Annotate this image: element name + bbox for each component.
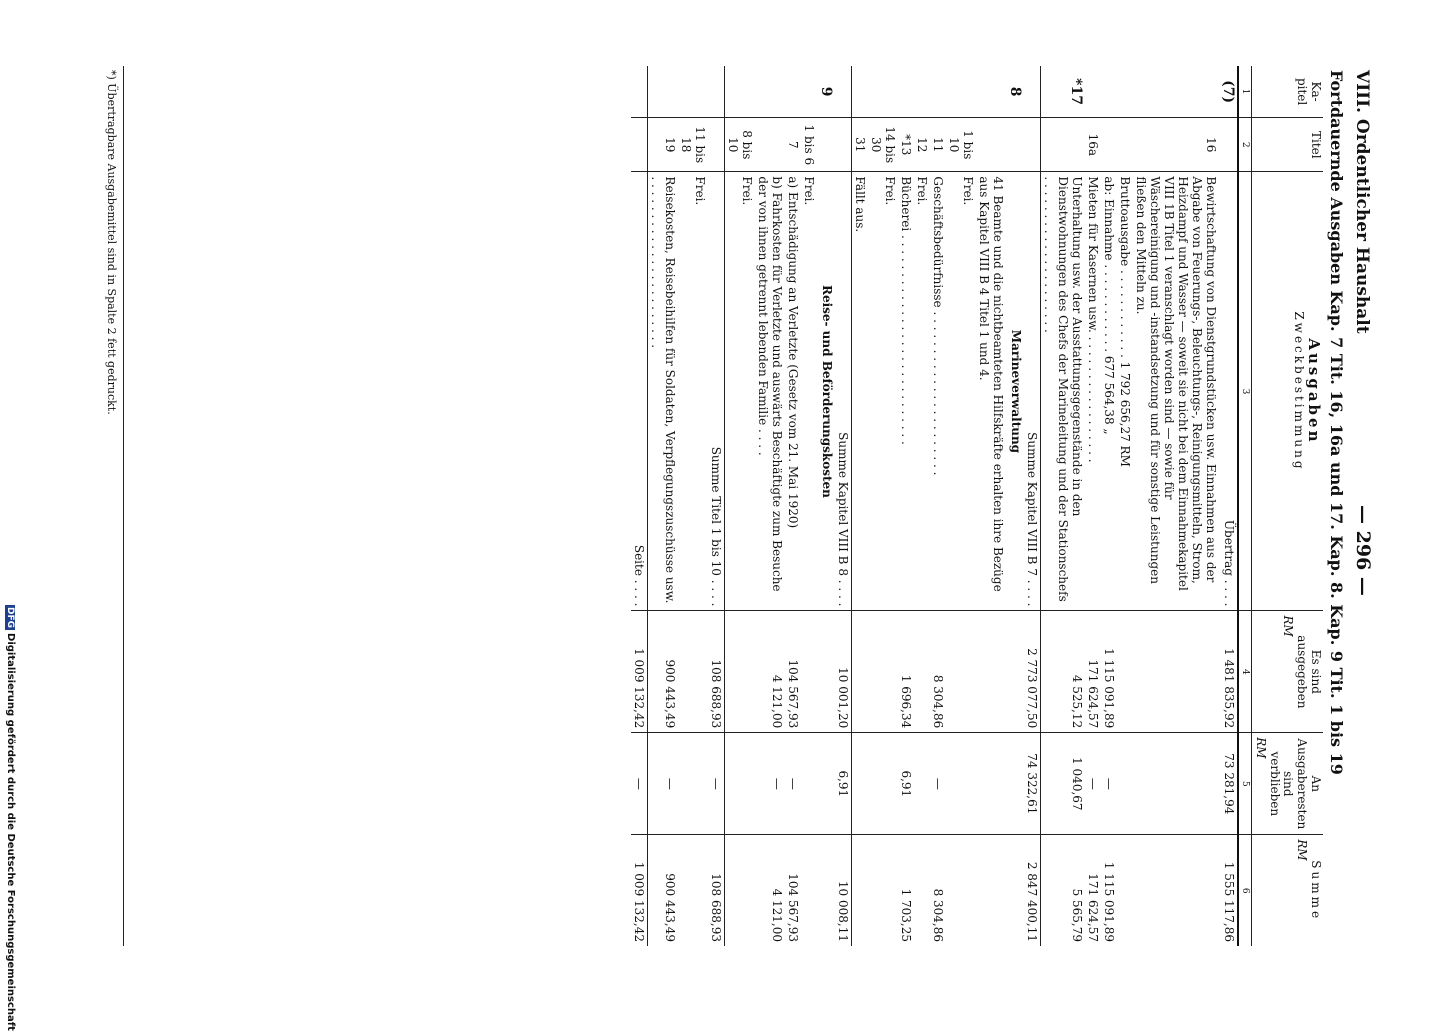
row-titel: [1041, 118, 1086, 172]
expense-table: [631, 66, 1323, 946]
row-resten: 73 281,94: [1219, 733, 1238, 835]
dfg-logo: DFG: [5, 607, 15, 629]
header-summe-label: Summe: [1309, 860, 1323, 922]
section-subtitle: Fortdauernde Ausgaben Kap. 7 Tit. 16, 16a und 17. Kap. 8. Kap. 9 Tit. 1 bis 19: [1327, 70, 1346, 775]
colnum-2: 2: [1238, 118, 1252, 172]
table-row: [1085, 66, 1101, 946]
row-summe: [852, 835, 869, 946]
table-row: [914, 66, 930, 946]
row-summe: 4 121,00: [770, 888, 785, 942]
row-ausgegeben: [801, 611, 817, 733]
row-ausgegeben: [852, 611, 869, 733]
table-row: [946, 66, 976, 946]
row-resten: [1117, 733, 1133, 835]
row-kapitel: [801, 66, 817, 118]
row-titel: [835, 118, 852, 172]
row-resten: —: [1085, 733, 1101, 835]
row-titel: 31: [852, 118, 869, 172]
row-kapitel: [946, 66, 976, 118]
row-kapitel: [678, 66, 708, 118]
row-kapitel: 8: [1006, 66, 1024, 118]
row-titel: 16: [1133, 118, 1219, 172]
header-ausgegeben-label: Es sind ausgegeben: [1295, 635, 1323, 709]
header-ausgaben: Ausgaben: [1305, 338, 1323, 445]
row-resten: 1 040,67: [1041, 733, 1086, 835]
row-zweck: Seite . . . .: [631, 172, 648, 611]
row-kapitel: [930, 66, 946, 118]
row-ausgegeben: 108 688,93: [708, 611, 725, 733]
table-row: [976, 66, 1006, 946]
row-resten: —: [755, 733, 785, 835]
table-header-row: [1252, 66, 1323, 946]
table-row: [755, 66, 785, 946]
row-titel: [755, 118, 785, 172]
row-titel: 14 bis 30: [868, 118, 898, 172]
row-summe: [976, 835, 1006, 946]
row-zweck: Frei.: [801, 172, 817, 611]
table-row: [1006, 66, 1024, 946]
row-resten: 6,91: [898, 733, 914, 835]
row-titel: [1117, 118, 1133, 172]
row-titel: 19: [648, 118, 679, 172]
row-kapitel: [648, 66, 679, 118]
row-zweck: Übertrag . . . .: [1219, 172, 1238, 611]
row-titel: [1006, 118, 1024, 172]
table-row: [648, 66, 679, 946]
header-titel: [1252, 118, 1323, 172]
row-summe: [801, 835, 817, 946]
row-zweck: Summe Titel 1 bis 10 . . . .: [708, 172, 725, 611]
table-row: [678, 66, 708, 946]
row-summe: 1 009 132,42: [631, 835, 648, 946]
row-zweck: Unterhaltung usw. der Ausstattungsgegenstände in den Dienstwohnungen des Chefs der Marineleitung und der Stationschefs . . . . . . . . . . . . . . . . . . . . .: [1041, 172, 1086, 611]
table-row: [817, 66, 835, 946]
row-summe: 10 008,11: [835, 835, 852, 946]
row-titel: *13: [898, 118, 914, 172]
row-zweck: Reise- und Beförderungskosten: [817, 172, 835, 611]
row-kapitel: [1024, 66, 1041, 118]
row-titel: 1 bis 10: [946, 118, 976, 172]
row-summe: 104 567,93: [786, 873, 801, 942]
row-kapitel: [708, 66, 725, 118]
row-summe: [1117, 835, 1133, 946]
row-summe: 1 555 117,86: [1222, 861, 1237, 942]
table-row: [1101, 66, 1117, 946]
row-zweck: Frei.: [946, 172, 976, 611]
unit-rm-4: RM: [1281, 615, 1296, 637]
header-summe: [1252, 835, 1323, 946]
row-zweck: 41 Beamte und die nichtbeamteten Hilfskräfte erhalten ihre Bezüge aus Kapitel VIII B 4 Titel 1 und 4.: [976, 172, 1006, 611]
row-summe: 8 304,86: [931, 888, 946, 942]
table-row: [1117, 66, 1133, 946]
row-kapitel: *17: [1041, 66, 1086, 118]
row-resten: [801, 733, 817, 835]
row-ausgegeben: [1117, 611, 1133, 733]
digitization-text: Digitalisierung gefördert durch die Deutsche Forschungsgemeinschaft: [5, 633, 16, 1031]
row-titel: 7: [785, 118, 801, 172]
row-summe: [1133, 835, 1219, 946]
row-summe: 5 565,79: [1070, 888, 1085, 942]
table-row: [898, 66, 914, 946]
footnote: *) Übertragbare Ausgabemittel sind in Spalte 2 fett gedruckt.: [105, 70, 118, 415]
row-resten: [852, 733, 869, 835]
row-kapitel: [1133, 66, 1219, 118]
row-ausgegeben: 1 009 132,42: [631, 611, 648, 733]
section-title: VIII. Ordentlicher Haushalt: [1352, 70, 1372, 334]
row-ausgegeben: 1 481 835,92: [1219, 611, 1238, 733]
row-zweck: Fällt aus.: [852, 172, 869, 611]
table-row: [631, 66, 648, 946]
row-titel: 1 bis 6: [801, 118, 817, 172]
row-ausgegeben: [1006, 611, 1024, 733]
row-summe: [1006, 835, 1024, 946]
colnum-6: 6: [1238, 835, 1252, 946]
row-titel: 11 bis 18: [678, 118, 708, 172]
table-body: [631, 66, 1238, 946]
row-kapitel: [868, 66, 898, 118]
header-titel-label: Titel: [1309, 130, 1323, 159]
row-titel: [976, 118, 1006, 172]
row-resten: —: [785, 733, 801, 835]
row-zweck: Marineverwaltung: [1006, 172, 1024, 611]
row-ausgegeben: 10 001,20: [835, 611, 852, 733]
table-row: [930, 66, 946, 946]
row-kapitel: (7): [1219, 66, 1238, 118]
row-ausgegeben: [1133, 611, 1219, 733]
colnum-1: 1: [1238, 66, 1252, 118]
row-zweck: Frei.: [914, 172, 930, 611]
table-row: [868, 66, 898, 946]
row-zweck: Bewirtschaftung von Dienstgrundstücken usw. Einnahmen aus der Abgabe von Feuerungs-, Beleuchtungs-, Reinigungsmitteln, Strom, Heizdampf und Wasser — soweit sie nicht bei dem Einnahmekapitel VIII 1B Titel 1 veranschlagt worden sind — sowie für Wäschereinigung und -instandsetzung und für sonstige Leistungen fließen den Mitteln zu.: [1133, 172, 1219, 611]
row-kapitel: [976, 66, 1006, 118]
table-row: [1133, 66, 1219, 946]
row-zweck: Bruttoausgabe . . . . . . . . . . . . 1 792 656,27 RM: [1117, 172, 1133, 611]
row-ausgegeben: [725, 611, 756, 733]
row-resten: [725, 733, 756, 835]
row-summe: [725, 835, 756, 946]
row-kapitel: [1085, 66, 1101, 118]
row-titel: [817, 118, 835, 172]
table-row: [785, 66, 801, 946]
row-summe: [868, 835, 898, 946]
row-summe: 2 847 400,11: [1024, 835, 1041, 946]
header-kapitel-label: Ka- pitel: [1295, 77, 1323, 106]
table-row: [1219, 66, 1238, 946]
row-ausgegeben: 104 567,93: [785, 611, 801, 733]
table-row: [801, 66, 817, 946]
row-resten: —: [930, 733, 946, 835]
table-row: [1024, 66, 1041, 946]
footnote-rule: [123, 66, 124, 946]
row-zweck: ab: Einnahme . . . . . . . . . . . . 677 564,38 „: [1101, 172, 1117, 611]
row-summe: 1 115 091,89: [1102, 861, 1117, 942]
header-kapitel: [1252, 66, 1323, 118]
row-zweck: Summe Kapitel VIII B 7 . . . .: [1024, 172, 1041, 611]
header-zweckbestimmung: Zweckbestimmung: [1291, 311, 1306, 472]
row-resten: [976, 733, 1006, 835]
row-resten: [1133, 733, 1219, 835]
row-titel: [1101, 118, 1117, 172]
row-titel: 12: [914, 118, 930, 172]
row-kapitel: 9: [817, 66, 835, 118]
header-zweck: [1252, 172, 1323, 611]
row-resten: 6,91: [835, 733, 852, 835]
row-zweck: Geschäftsbedürfnisse . . . . . . . . . . . . . . . . . . . . . .: [930, 172, 946, 611]
row-ausgegeben: [946, 611, 976, 733]
unit-rm-5: RM: [1253, 737, 1268, 759]
row-summe: 108 688,93: [708, 835, 725, 946]
row-kapitel: [1101, 66, 1117, 118]
row-kapitel: [725, 66, 756, 118]
row-resten: [946, 733, 976, 835]
row-titel: [708, 118, 725, 172]
row-ausgegeben: 4 525,12: [1041, 611, 1086, 733]
row-ausgegeben: 8 304,86: [930, 611, 946, 733]
row-summe: [914, 835, 930, 946]
row-zweck: Frei.: [678, 172, 708, 611]
row-resten: [817, 733, 835, 835]
row-resten: —: [631, 733, 648, 835]
row-kapitel: [631, 66, 648, 118]
row-ausgegeben: 2 773 077,50: [1024, 611, 1041, 733]
row-titel: [1024, 118, 1041, 172]
row-zweck: Frei.: [725, 172, 756, 611]
table-row: [852, 66, 869, 946]
row-kapitel: [898, 66, 914, 118]
row-ausgegeben: [914, 611, 930, 733]
table-row: [725, 66, 756, 946]
row-zweck: Summe Kapitel VIII B 8 . . . .: [835, 172, 852, 611]
digitization-credit: [5, 605, 16, 1031]
row-kapitel: [1117, 66, 1133, 118]
row-summe: 1 703,25: [899, 888, 914, 942]
row-titel: 16a: [1085, 118, 1101, 172]
row-zweck: Frei.: [868, 172, 898, 611]
row-resten: [868, 733, 898, 835]
page-number: — 296 —: [1352, 505, 1374, 596]
row-kapitel: [852, 66, 869, 118]
row-summe: 900 443,49: [663, 873, 678, 942]
row-resten: [678, 733, 708, 835]
row-ausgegeben: 900 443,49: [648, 611, 679, 733]
colnum-3: 3: [1238, 172, 1252, 611]
row-ausgegeben: [678, 611, 708, 733]
row-resten: —: [648, 733, 679, 835]
row-summe: [946, 835, 976, 946]
row-ausgegeben: [817, 611, 835, 733]
header-resten: [1252, 733, 1323, 835]
row-ausgegeben: 1 696,34: [898, 611, 914, 733]
row-ausgegeben: 171 624,57: [1085, 611, 1101, 733]
row-resten: [914, 733, 930, 835]
colnum-4: 4: [1238, 611, 1252, 733]
row-zweck: Reisekosten, Reisebeihilfen für Soldaten, Verpflegungszuschüsse usw. . . . . . . . . . . . . . . . . . . . . . . .: [648, 172, 679, 611]
row-summe: [817, 835, 835, 946]
row-ausgegeben: [868, 611, 898, 733]
row-resten: [1006, 733, 1024, 835]
table-row: [835, 66, 852, 946]
row-zweck: Mieten für Kasernen usw. . . . . . . . . . . . . . . . . .: [1085, 172, 1101, 611]
row-ausgegeben: [976, 611, 1006, 733]
row-zweck: b) Fahrkosten für Verletzte und auswärts Beschäftigte zum Besuche der von ihnen getrennt lebenden Familie . . . .: [755, 172, 785, 611]
table-row: [708, 66, 725, 946]
header-ausgegeben: [1252, 611, 1323, 733]
table-row: [1041, 66, 1086, 946]
row-titel: 8 bis 10: [725, 118, 756, 172]
unit-rm-6: RM: [1295, 839, 1310, 861]
row-titel: [1219, 118, 1238, 172]
row-kapitel: [835, 66, 852, 118]
row-resten: —: [708, 733, 725, 835]
row-resten: 74 322,61: [1024, 733, 1041, 835]
column-number-row: [1238, 66, 1252, 946]
row-ausgegeben: 1 115 091,89: [1101, 611, 1117, 733]
row-resten: —: [1101, 733, 1117, 835]
row-kapitel: [914, 66, 930, 118]
row-kapitel: [755, 66, 785, 118]
row-titel: [631, 118, 648, 172]
row-ausgegeben: 4 121,00: [755, 611, 785, 733]
row-titel: 11: [930, 118, 946, 172]
row-zweck: a) Entschädigung an Verletzte (Gesetz vom 21. Mai 1920): [785, 172, 801, 611]
row-summe: [678, 835, 708, 946]
header-resten-label: An Ausgaberesten sind verblieben: [1267, 738, 1323, 830]
row-kapitel: [785, 66, 801, 118]
colnum-5: 5: [1238, 733, 1252, 835]
row-summe: 171 624,57: [1086, 873, 1101, 942]
row-zweck: Bücherei . . . . . . . . . . . . . . . . . . . . . . . . . . . .: [898, 172, 914, 611]
